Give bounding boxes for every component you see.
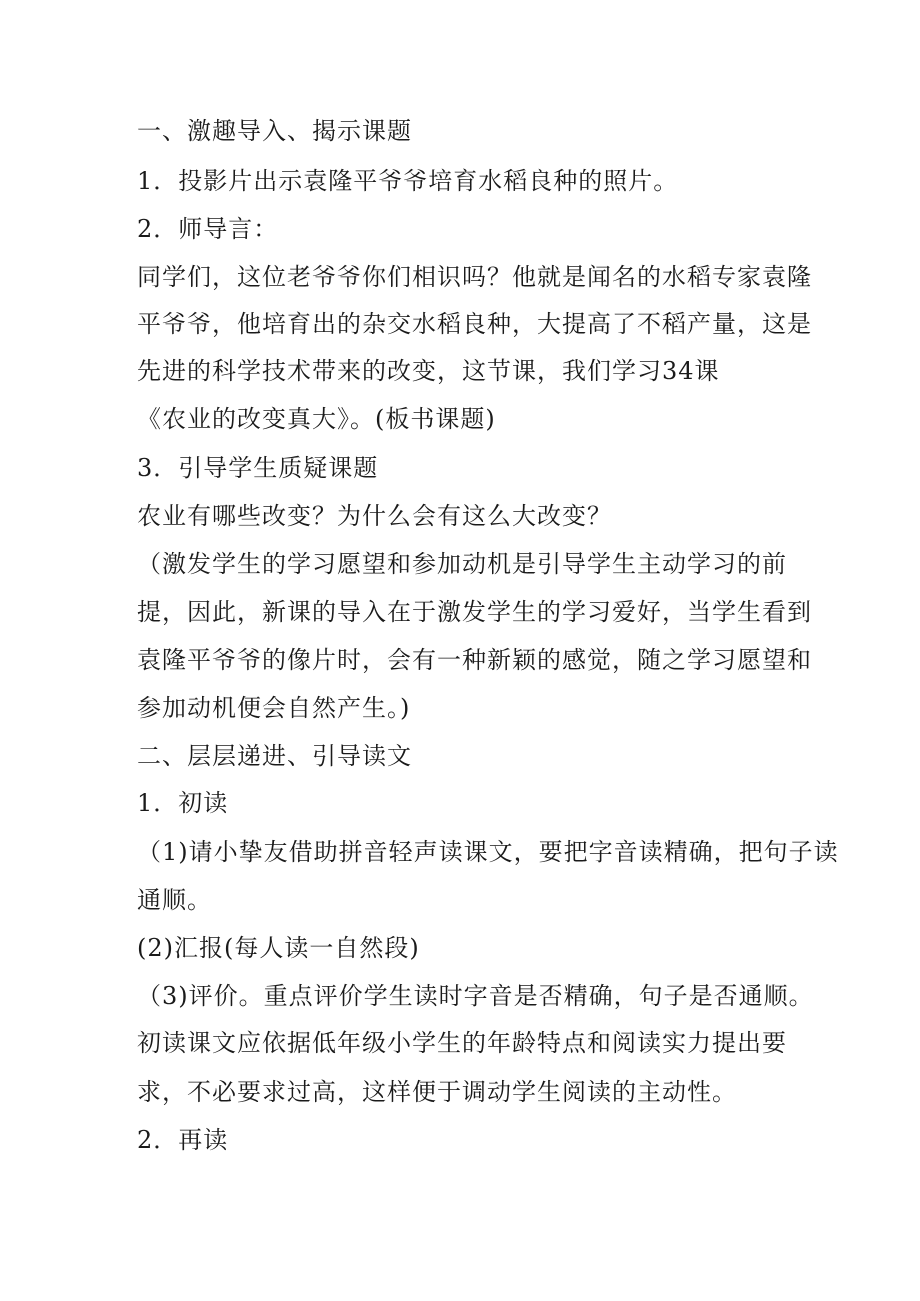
paragraph-line: (2)汇报(每人读一自然段) [137, 934, 420, 962]
paragraph-line: 1．初读 [137, 789, 229, 817]
paragraph-line: 2．师导言： [137, 215, 279, 243]
paragraph-line: （激发学生的学习愿望和参加动机是引导学生主动学习的前 [137, 550, 787, 578]
paragraph-line: 先进的科学技术带来的改变，这节课，我们学习34课 [137, 357, 720, 385]
paragraph-line: 通顺。 [137, 886, 212, 914]
paragraph-line: 平爷爷，他培育出的杂交水稻良种，大提高了不稻产量，这是 [137, 310, 812, 338]
paragraph-line: （3)评价。重点评价学生读时字音是否精确，句子是否通顺。 [137, 982, 814, 1010]
paragraph-line: 提，因此，新课的导入在于激发学生的学习爱好，当学生看到 [137, 598, 812, 626]
paragraph-line: 求，不必要求过高，这样便于调动学生阅读的主动性。 [137, 1078, 737, 1106]
section-heading: 二、层层递进、引导读文 [137, 742, 412, 770]
paragraph-line: 1．投影片出示袁隆平爷爷培育水稻良种的照片。 [137, 167, 679, 195]
paragraph-line: 农业有哪些改变？为什么会有这么大改变？ [137, 502, 612, 530]
paragraph-line: 袁隆平爷爷的像片时，会有一种新颖的感觉，随之学习愿望和 [137, 646, 812, 674]
paragraph-line: 2．再读 [137, 1126, 229, 1154]
paragraph-line: 同学们，这位老爷爷你们相识吗？他就是闻名的水稻专家袁隆 [137, 263, 812, 291]
paragraph-line: 3．引导学生质疑课题 [137, 454, 379, 482]
paragraph-line: 《农业的改变真大》。(板书课题) [137, 405, 496, 433]
section-heading: 一、激趣导入、揭示课题 [137, 117, 412, 145]
paragraph-line: 参加动机便会自然产生。) [137, 694, 411, 722]
paragraph-line: 初读课文应依据低年级小学生的年龄特点和阅读实力提出要 [137, 1029, 787, 1057]
paragraph-line: （1)请小挚友借助拼音轻声读课文，要把字音读精确，把句子读 [137, 838, 839, 866]
